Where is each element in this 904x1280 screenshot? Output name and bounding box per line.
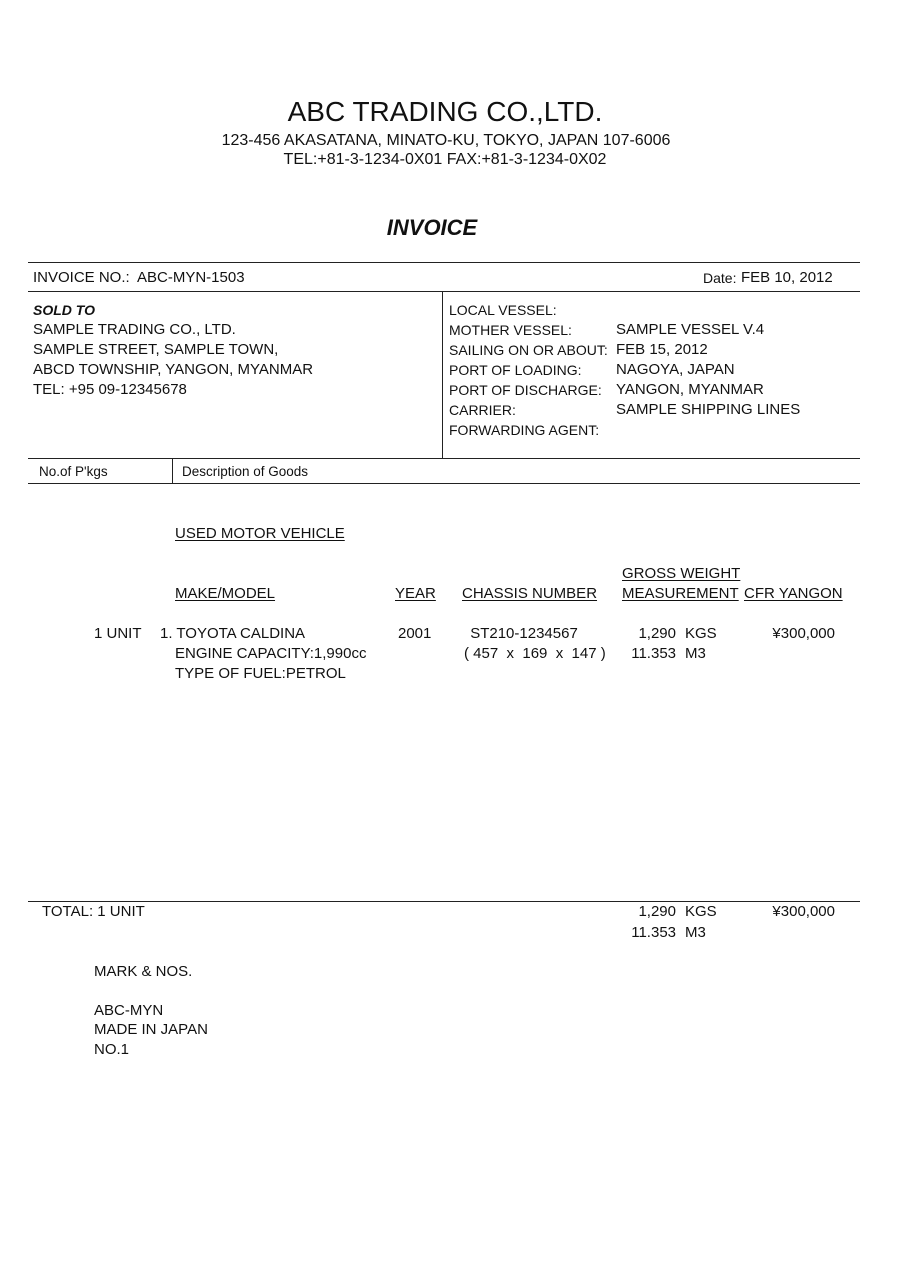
item-weight-value: 1,290	[638, 625, 676, 642]
document-title: INVOICE	[386, 215, 478, 240]
item-chassis: ST210-1234567	[470, 625, 578, 642]
header-chassis: CHASSIS NUMBER	[462, 585, 598, 602]
total-weight-unit: KGS	[685, 903, 717, 920]
total-price: ¥300,000	[772, 903, 835, 920]
invoice-no-label: INVOICE NO.:	[33, 269, 130, 286]
sold-to-line: ABCD TOWNSHIP, YANGON, MYANMAR	[33, 361, 314, 378]
rule-header-bottom	[28, 291, 860, 292]
header-gross-weight: GROSS WEIGHT	[622, 565, 741, 582]
total-label: TOTAL: 1 UNIT	[42, 903, 145, 920]
shipping-label: LOCAL VESSEL:	[449, 302, 557, 318]
shipping-value: YANGON, MYANMAR	[616, 381, 764, 398]
item-price: ¥300,000	[772, 625, 835, 642]
item-qty: 1 UNIT	[94, 625, 142, 642]
rule-column-split	[172, 458, 173, 484]
rule-table-header-bottom	[28, 483, 860, 484]
header-year: YEAR	[395, 585, 436, 602]
shipping-label: FORWARDING AGENT:	[449, 422, 600, 438]
total-volume-unit: M3	[685, 924, 706, 941]
sold-to-heading: SOLD TO	[33, 302, 95, 318]
rule-table-top	[28, 458, 860, 459]
header-price: CFR YANGON	[744, 585, 843, 602]
marks-line: ABC-MYN	[94, 1002, 164, 1019]
column-header-pkgs: No.of P'kgs	[39, 464, 108, 479]
header-make-model: MAKE/MODEL	[175, 585, 276, 602]
header-measurement: MEASUREMENT	[622, 585, 739, 602]
column-header-description: Description of Goods	[182, 464, 309, 479]
item-volume-value: 11.353	[631, 645, 676, 662]
shipping-value: NAGOYA, JAPAN	[616, 361, 735, 378]
sold-to-line: TEL: +95 09-12345678	[33, 381, 187, 398]
rule-top	[28, 262, 860, 263]
shipping-label: CARRIER:	[449, 402, 516, 418]
shipping-value: SAMPLE VESSEL V.4	[616, 321, 765, 338]
item-weight-unit: KGS	[685, 625, 717, 642]
item-dimensions: ( 457 x 169 x 147 )	[464, 645, 606, 662]
date-value: FEB 10, 2012	[741, 269, 833, 286]
shipping-value: FEB 15, 2012	[616, 341, 708, 358]
item-year: 2001	[398, 625, 432, 642]
sold-to-line: SAMPLE TRADING CO., LTD.	[33, 321, 236, 338]
shipping-value: SAMPLE SHIPPING LINES	[616, 401, 801, 418]
rule-vertical-split	[442, 291, 443, 459]
company-address: 123-456 AKASATANA, MINATO-KU, TOKYO, JAPAN 107-6006	[221, 132, 671, 149]
shipping-label: PORT OF LOADING:	[449, 362, 582, 378]
item-engine: ENGINE CAPACITY:1,990cc	[175, 645, 367, 662]
sold-to-line: SAMPLE STREET, SAMPLE TOWN,	[33, 341, 279, 358]
date-label: Date:	[703, 270, 737, 286]
item-fuel: TYPE OF FUEL:PETROL	[175, 665, 346, 682]
shipping-label: MOTHER VESSEL:	[449, 322, 572, 338]
marks-line: NO.1	[94, 1041, 130, 1058]
rule-total	[28, 901, 860, 902]
item-volume-unit: M3	[685, 645, 706, 662]
invoice-no-value: ABC-MYN-1503	[137, 269, 245, 286]
marks-heading: MARK & NOS.	[94, 963, 193, 980]
company-name: ABC TRADING CO.,LTD.	[287, 96, 603, 127]
total-volume-value: 11.353	[631, 924, 676, 941]
shipping-label: PORT OF DISCHARGE:	[449, 382, 602, 398]
shipping-label: SAILING ON OR ABOUT:	[449, 342, 608, 358]
company-contact: TEL:+81-3-1234-0X01 FAX:+81-3-1234-0X02	[283, 151, 607, 168]
item-name: 1. TOYOTA CALDINA	[160, 625, 306, 642]
goods-category: USED MOTOR VEHICLE	[175, 525, 345, 542]
total-weight-value: 1,290	[638, 903, 676, 920]
marks-line: MADE IN JAPAN	[94, 1021, 208, 1038]
